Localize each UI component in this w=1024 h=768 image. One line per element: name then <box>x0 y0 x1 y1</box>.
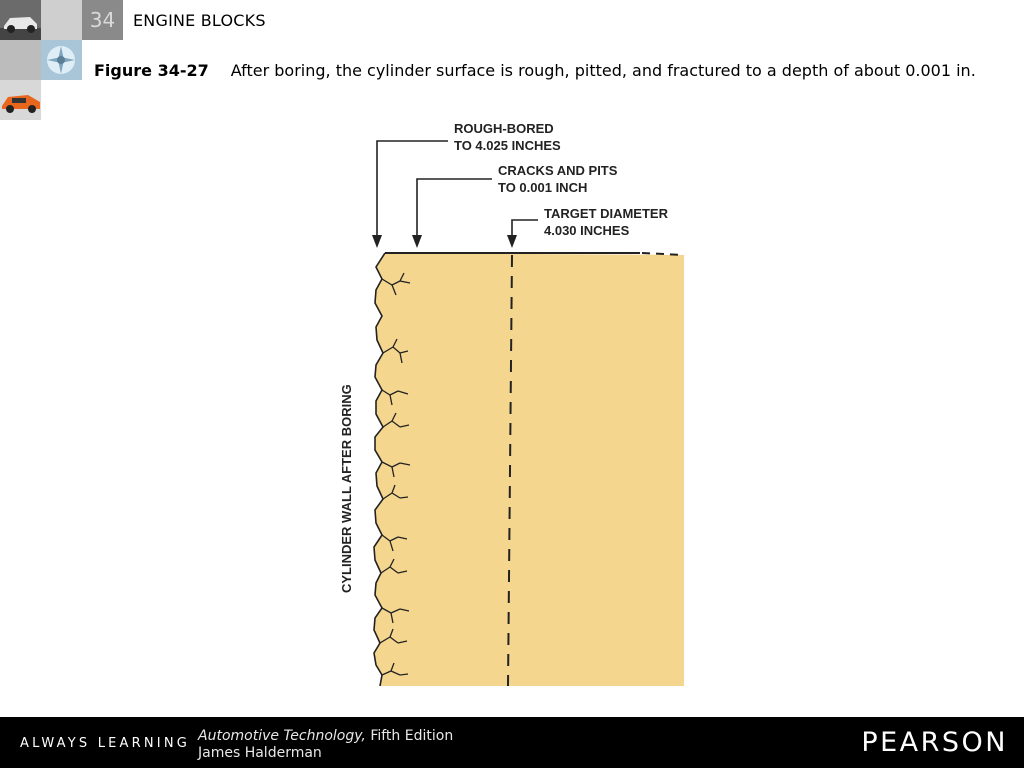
pearson-logo: PEARSON <box>861 727 1008 758</box>
label-cracks-line1: CRACKS AND PITS <box>498 163 618 178</box>
book-info <box>198 728 453 762</box>
leader-rough-bored <box>377 141 448 239</box>
caption-text: After boring, the cylinder surface is rough, pitted, and fractured to a depth of about 0.001 in. <box>230 61 976 80</box>
label-target-line1: TARGET DIAMETER <box>544 206 668 221</box>
figure-label: Figure 34-27 <box>94 61 209 80</box>
book-author: James Halderman <box>198 745 322 761</box>
book-edition: Fifth Edition <box>370 728 454 744</box>
book-title: Automotive Technology, <box>198 728 366 744</box>
cylinder-wall-fill <box>374 253 684 686</box>
turbine-thumbnail <box>41 40 82 80</box>
sportscar-thumbnail <box>0 80 41 120</box>
chapter-number: 34 <box>82 0 123 40</box>
label-rough-bored-line2: TO 4.025 INCHES <box>454 138 561 153</box>
car-thumbnail <box>0 0 41 40</box>
figure-caption <box>94 61 994 81</box>
top-edge-dashed <box>642 253 684 255</box>
blank-thumbnail <box>0 40 41 80</box>
arrow-cracks <box>412 235 422 248</box>
chapter-title: ENGINE BLOCKS <box>133 11 266 30</box>
label-cracks-line2: TO 0.001 INCH <box>498 180 588 195</box>
label-rough-bored-line1: ROUGH-BORED <box>454 121 554 136</box>
arrow-rough-bored <box>372 235 382 248</box>
label-target-line2: 4.030 INCHES <box>544 223 630 238</box>
cylinder-wall-diagram <box>330 115 690 690</box>
label-cylinder-wall: CYLINDER WALL AFTER BORING <box>339 384 354 593</box>
leader-cracks <box>417 179 492 239</box>
footer-bar <box>0 717 1024 768</box>
blank-thumbnail <box>41 0 82 40</box>
footer-tagline: ALWAYS LEARNING <box>20 736 191 751</box>
arrow-target <box>507 235 517 248</box>
